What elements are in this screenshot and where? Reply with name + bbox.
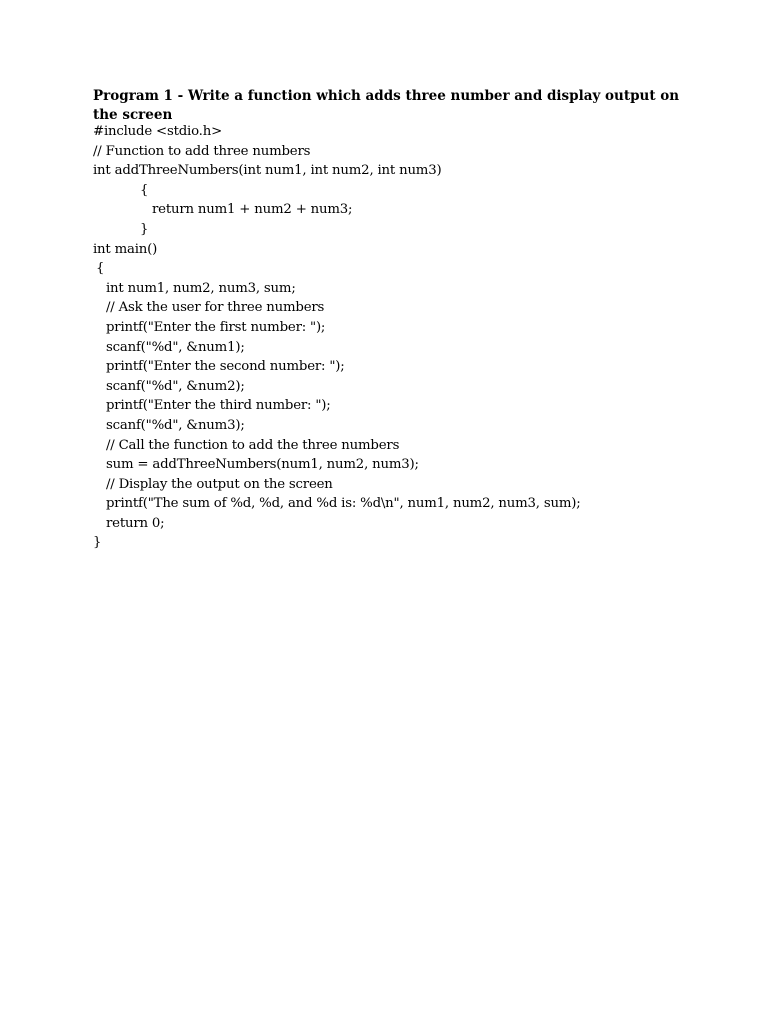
code-line: sum = addThreeNumbers(num1, num2, num3); xyxy=(106,457,419,473)
code-line: return 0; xyxy=(106,515,165,531)
code-line: } xyxy=(140,221,149,237)
code-line: #include <stdio.h> xyxy=(93,124,223,139)
code-line: } xyxy=(93,535,102,551)
code-line: printf("Enter the third number: "); xyxy=(106,398,331,414)
code-line: return num1 + num2 + num3; xyxy=(152,202,353,218)
code-line: scanf("%d", &num2); xyxy=(106,378,245,394)
code-line: // Call the function to add the three numbers xyxy=(106,437,400,453)
code-line: { xyxy=(140,182,149,198)
code-line: // Function to add three numbers xyxy=(93,143,311,159)
program-title: Program 1 - Write a function which adds three number and display output on the screen xyxy=(93,88,680,123)
code-line: scanf("%d", &num3); xyxy=(106,417,245,433)
code-listing xyxy=(93,122,733,553)
code-line: printf("Enter the first number: "); xyxy=(106,319,326,335)
code-line: int addThreeNumbers(int num1, int num2, int num3) xyxy=(93,163,442,179)
code-line: int main() xyxy=(93,241,158,257)
code-line: // Display the output on the screen xyxy=(106,476,333,492)
code-line: { xyxy=(96,261,105,277)
code-line: int num1, num2, num3, sum; xyxy=(106,280,296,296)
code-line: printf("Enter the second number: "); xyxy=(106,359,345,375)
code-line: printf("The sum of %d, %d, and %d is: %d\n", num1, num2, num3, sum); xyxy=(106,496,581,512)
code-line: // Ask the user for three numbers xyxy=(106,300,325,316)
code-line: scanf("%d", &num1); xyxy=(106,339,245,355)
